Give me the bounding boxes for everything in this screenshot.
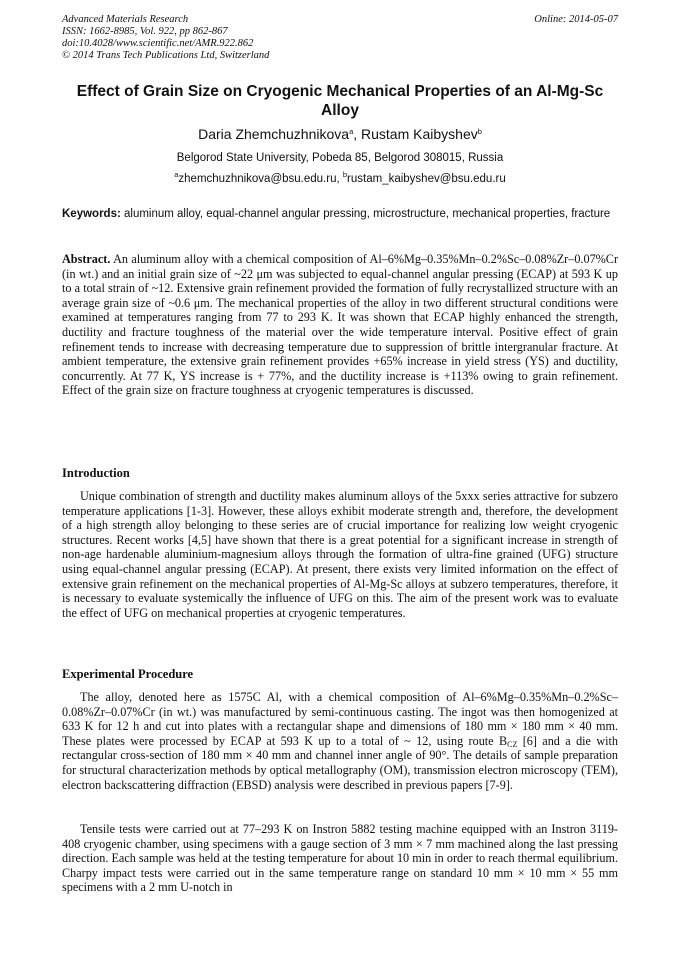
author-emails [62, 172, 618, 186]
paper-title: Effect of Grain Size on Cryogenic Mechanical Properties of an Al-Mg-Sc Alloy [76, 83, 604, 119]
email-mark: b [342, 170, 348, 179]
author-list [62, 125, 618, 143]
email-link: rustam_kaibyshev@bsu.edu.ru [347, 173, 506, 185]
abstract-text: An aluminum alloy with a chemical composition of Al–6%Mg–0.35%Mn–0.2%Sc–0.08%Zr–0.07%Cr (in wt.) and an initial grain size of ~22 μm was subjected to equal-channel angular pressing (ECAP) at 593 K up to a total strain of ~12. Extensive grain refinement provided the formation of fully recrystallized structure with an average grain size of ~0.6 μm. The mechanical properties of the alloy in two different structural conditions were examined at temperatures ranging from 77 to 293 K. It was shown that ECAP highly enhanced the strength, ductility and fracture toughness of the material over the wide temperature interval. Positive effect of grain refinement tends to increase with decreasing temperature due to suppression of brittle intergranular fracture. At ambient temperature, the extensive grain refinement provides +65% increase in yield stress (YS) and ductility, concurrently. At 77 K, YS increase is + 77%, and the ductility increase is +113% owing to grain refinement. Effect of the grain size on fracture toughness at cryogenic temperatures is discussed. [62, 252, 618, 398]
experimental-paragraph-1 [62, 690, 618, 792]
email-link: zhemchuzhnikova@bsu.edu.ru [178, 173, 337, 185]
online-date: Online: 2014-05-07 [534, 14, 618, 25]
journal-header [62, 14, 618, 62]
author-separator: , [353, 126, 362, 142]
paragraph-text: [6] and a die with rectangular cross-section of 180 mm × 40 mm and channel inner angle of 90°. The details of sample preparation for structural characterization methods by optical metallography (OM), transmission electron microscopy (TEM), electron backscattering diffraction (EBSD) analysis were described in previous papers [7-9]. [62, 733, 618, 792]
journal-name: Advanced Materials Research [62, 14, 189, 25]
author-name: Daria Zhemchuzhnikova [198, 126, 350, 142]
author-affil-mark: b [477, 127, 482, 136]
keywords-label: Keywords: [62, 208, 121, 220]
journal-doi: doi:10.4028/www.scientific.net/AMR.922.862 [62, 38, 254, 49]
route-subscript: CZ [507, 739, 518, 749]
affiliation: Belgorod State University, Pobeda 85, Belgorod 308015, Russia [176, 152, 504, 164]
email-mark: a [174, 170, 179, 179]
section-heading-introduction: Introduction [62, 466, 130, 480]
introduction-paragraph: Unique combination of strength and ductility makes aluminum alloys of the 5xxx series attractive for subzero temperature applications [1-3]. However, these alloys exhibit moderate strength and, therefore, the development of a high strength alloy belonging to these series are of crucial importance for realizing low weight cryogenic structures. Recent works [4,5] have shown that there is a great potential for a significant increase in strength of non-age hardenable aluminium-magnesium alloys through the formation of ultra-fine grained (UFG) structure using equal-channel angular pressing (ECAP). At present, there exists very limited information on the effect of extensive grain refinement on the mechanical properties of Al-Mg-Sc alloys at subzero temperatures, therefore, it is necessary to evaluate systemically the influence of UFG on this. The aim of the present work was to evaluate the effect of UFG on mechanical properties at cryogenic temperatures. [62, 489, 618, 620]
paragraph-text: The alloy, denoted here as 1575C Al, with a chemical composition of Al–6%Mg–0.35%Mn–0.2%Sc–0.08%Zr–0.07%Cr (in wt.) was manufactured by semi-continuous casting. The ingot was then homogenized at 633 K for 12 h and cut into plates with a rectangular shape and dimensions of 180 mm × 180 mm × 40 mm. These plates were processed by ECAP at 593 K up to a total of ~ 12, using route B [62, 690, 618, 748]
section-heading-experimental: Experimental Procedure [62, 667, 194, 681]
author-name: Rustam Kaibyshev [361, 126, 478, 142]
experimental-paragraph-2: Tensile tests were carried out at 77–293 K on Instron 5882 testing machine equipped with an Instron 3119-408 cryogenic chamber, using specimens with a gauge section of 3 mm × 7 mm machined along the last pressing direction. Each sample was held at the testing temperature for about 10 min in order to reach thermal equilibrium. Charpy impact tests were carried out in the same temperature range on standard 10 mm × 10 mm × 55 mm specimens with a 2 mm U-notch in [62, 822, 618, 895]
keywords-text: aluminum alloy, equal-channel angular pressing, microstructure, mechanical properties, fracture [120, 208, 611, 220]
abstract [62, 252, 618, 398]
abstract-label: Abstract. [62, 252, 111, 266]
keywords [62, 207, 618, 222]
journal-issn: ISSN: 1662-8985, Vol. 922, pp 862-867 [62, 26, 228, 37]
author-affil-mark: a [349, 127, 354, 136]
journal-copyright: © 2014 Trans Tech Publications Ltd, Switzerland [62, 50, 270, 61]
email-separator: , [336, 173, 343, 185]
